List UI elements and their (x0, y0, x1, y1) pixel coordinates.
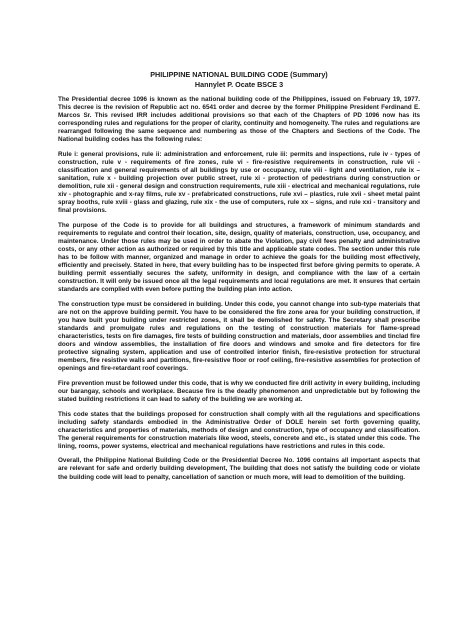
paragraph-intro: The Presidential decree 1096 is known as the national building code of the Philippines, issued on February 19, 1977. This decree is the revision of Republic act no. 6541 order and decree by the former Philippine President Ferdinand E. Marcos Sr. This revised IRR includes additional provisions so that each of the Chapters of PD 1096 now has its corresponding rules and regulations for the proper of clarity, continuity and homogeneity. The rules and regulations are rearranged following the same sequence and numbering as those of the Chapters and Sections of the Code. The National building codes has the following rules: (58, 96, 420, 144)
document-header (58, 70, 420, 89)
paragraph-construction-type: The construction type must be considered in building. Under this code, you cannot change into sub-type materials that are not on the approve building permit. You have to be considered the fire zone area for your building construction, if you have built your building under restricted zones, it shall be demolished for safety. The Secretary shall prescribe standards and promulgate rules and regulations on the testing of construction materials for flame-spread characteristics, tests on fire damages, fire tests of building construction and materials, door assemblies and tinclad fire doors and window assemblies, the installation of fire doors and windows and smoke and fire detectors for fire protective signaling system, application and use of controlled interior finish, fire-resistive protection for structural members, fire resistive walls and partitions, fire-resistive floor or roof ceiling, fire-resistive assemblies for protection of openings and fire-retardant roof coverings. (58, 300, 420, 373)
document-body (58, 96, 420, 482)
paragraph-regulations: This code states that the buildings proposed for construction shall comply with all the regulations and specifications including safety standards embodied in the Administrative Order of DOLE herein set forth governing quality, characteristics and properties of materials, methods of design and construction, type of occupancy and classification. The general requirements for construction materials like wood, steels, concrete and etc., is stated under this code. The lining, rooms, power systems, electrical and mechanical regulations have restrictions and rules in this code. (58, 410, 420, 450)
paragraph-conclusion: Overall, the Philippine National Building Code or the Presidential Decree No. 1096 contains all important aspects that are relevant for safe and orderly building development, The building that does not satisfy the building code or violate the building code will lead to penalty, cancellation of sanction or much more, will lead to demolition of the building. (58, 457, 420, 481)
paragraph-rules-list: Rule i: general provisions, rule ii: administration and enforcement, rule iii: permits and inspections, rule iv - types of construction, rule v - requirements of fire zones, rule vi - fire-resistive requirements in construction, rule vii - classification and general requirements of all buildings by use or occupancy, rule viii - light and ventilation, rule ix – sanitation, rule x - building projection over public street, rule xi - protection of pedestrians during construction or demolition, rule xii - general design and construction requirements, rule xiii - electrical and mechanical regulations, rule xiv - photographic and x-ray films, rule xv - prefabricated constructions, rule xvi – plastics, rule xvii - sheet metal paint spray booths, rule xviii - glass and glazing, rule xix - the use of computers, rule xx – signs, and rule xxi - transitory and final provisions. (58, 150, 420, 215)
document-title: PHILIPPINE NATIONAL BUILDING CODE (Summary) (150, 70, 328, 79)
paragraph-fire-prevention: Fire prevention must be followed under this code, that is why we conducted fire drill activity in every building, including our barangay, schools and workplace. Because fire is the deadly phenomenon and unpredictable but by following the stated building restrictions it can lead to safety of the building we are working at. (58, 379, 420, 403)
paragraph-purpose: The purpose of the Code is to provide for all buildings and structures, a framework of minimum standards and requirements to regulate and control their location, site, design, quality of materials, construction, use, occupancy, and maintenance. Under those rules may be used in order to abate the Violation, pay civil fees penalty and administrative costs, or any other action as authorized or required by this title and applicable state codes. The section under this rule has to be follow with manner, organized and manage in order to achieve the goals for the building most effectively, efficiently and precisely. Stated in here, that every building has to be inspected first before giving permits to operate. A building permit essentially secures the safety, uniformity in design, and compliance with the law of a certain construction. It will only be issued once all the legal requirements and local regulations are met. It ensures that certain standards are complied with even before putting the building plan into action. (58, 221, 420, 294)
document-author: Hannylet P. Ocate BSCE 3 (194, 79, 284, 89)
